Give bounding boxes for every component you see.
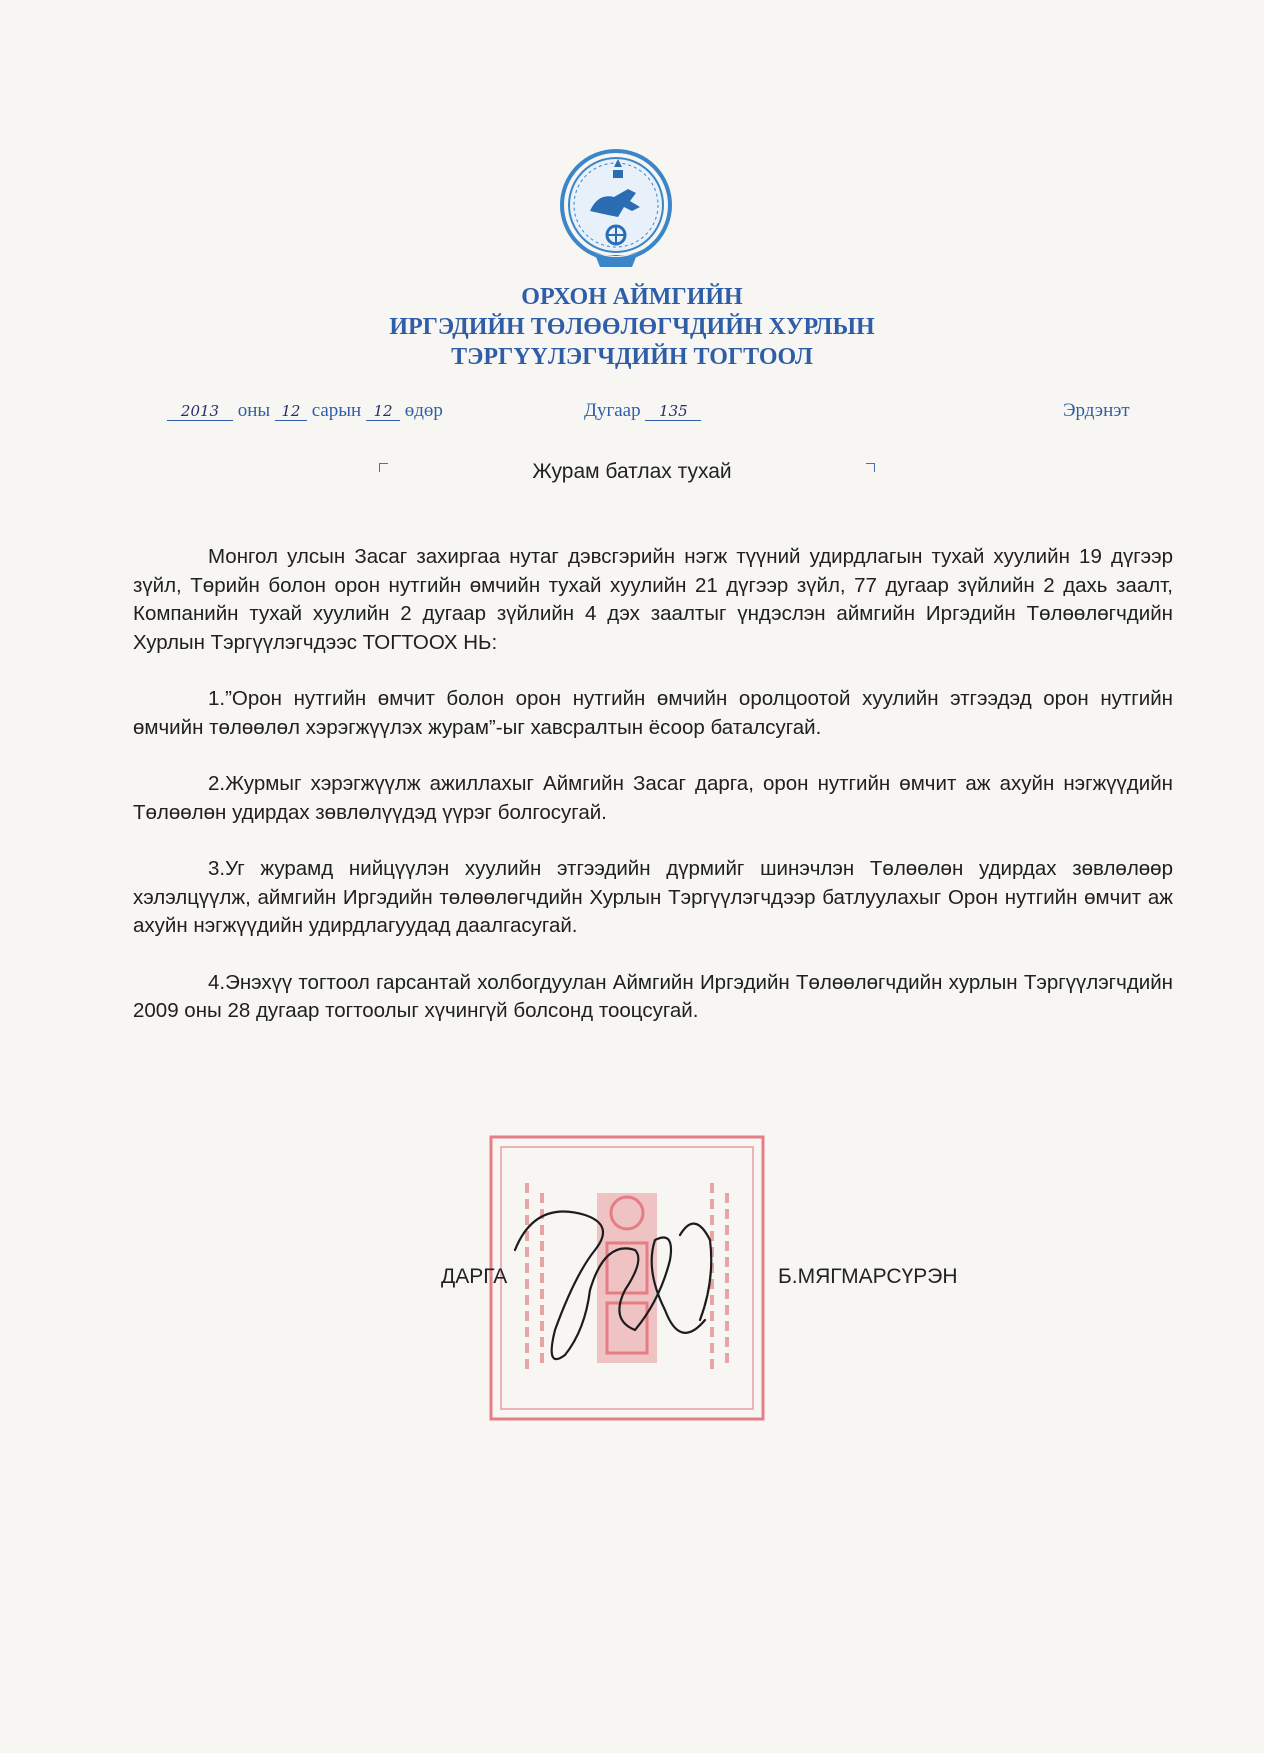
resolution-item: 4.Энэхүү тогтоол гарсантай холбогдуулан Аймгийн Иргэдийн Төлөөлөгчдийн хурлын Тэргүүлэгчдийн 2009 оны 28 дугаар тогтоолыг хүчингүй болсонд тооцсугай. — [133, 970, 1173, 1022]
city-name: Эрдэнэт — [1063, 400, 1130, 421]
header-line-3: ТЭРГҮҮЛЭГЧДИЙН ТОГТООЛ — [451, 344, 813, 370]
signatory-name: Б.МЯГМАРСҮРЭН — [778, 1265, 958, 1288]
resolution-item: 2.Журмыг хэрэгжүүлж ажиллахыг Аймгийн Засаг дарга, орон нутгийн өмчит аж ахуйн нэгжүүдийн Төлөөлөн удирдах зөвлөлүүдэд үүрэг болгосугай. — [133, 772, 1173, 824]
date-year-suffix: оны — [237, 400, 271, 421]
resolution-item: 3.Уг журамд нийцүүлэн хуулийн этгээдийн дүрмийг шинэчлэн Төлөөлөн удирдах зөвлөлөөр хэлэлцүүлж, аймгийн Иргэдийн төлөөлөгчдийн Хурлын Тэргүүлэгчдээр батлуулахыг Орон нутгийн өмчит аж ахуйн нэгжүүдийн удирдлагуудад даалгасугай. — [133, 857, 1173, 937]
signatory-title: ДАРГА — [441, 1265, 508, 1288]
date-month-suffix: сарын — [311, 400, 362, 421]
document-body — [133, 543, 1173, 1054]
resolution-item: 1.”Орон нутгийн өмчит болон орон нутгийн өмчийн оролцоотой хуулийн этгээдэд орон нутгийн өмчийн төлөөлөл хэрэгжүүлэх журам”-ыг хавсралтын ёсоор баталсугай. — [133, 687, 1173, 739]
document-subject: Журам батлах тухай — [532, 460, 732, 483]
header-line-1: ОРХОН АЙМГИЙН — [521, 284, 743, 310]
issue-date — [167, 400, 443, 422]
date-day: 12 — [366, 402, 400, 421]
date-day-suffix: өдөр — [404, 400, 443, 421]
mongolia-state-emblem-icon — [558, 145, 674, 270]
date-month: 12 — [275, 402, 307, 421]
document-number — [584, 400, 701, 422]
issuer-header — [0, 282, 1264, 372]
number-value: 135 — [645, 402, 701, 421]
header-line-2: ИРГЭДИЙН ТӨЛӨӨЛӨГЧДИЙН ХУРЛЫН — [389, 314, 875, 340]
date-year: 2013 — [167, 402, 233, 421]
number-label: Дугаар — [584, 400, 641, 421]
handwritten-signature-icon — [495, 1180, 745, 1390]
preamble-paragraph: Монгол улсын Засаг захиргаа нутаг дэвсгэрийн нэгж түүний удирдлагын тухай хуулийн 19 дүгээр зүйл, Төрийн болон орон нутгийн өмчийн тухай хуулийн 21 дүгээр зүйл, 77 дугаар зүйлийн 2 дахь заалт, Компанийн тухай хуулийн 2 дугаар зүйлийн 4 дэх заалтыг үндэслэн аймгийн Иргэдийн Төлөөлөгчдийн Хурлын Тэргүүлэгчдээс ТОГТООХ НЬ: — [133, 545, 1173, 654]
